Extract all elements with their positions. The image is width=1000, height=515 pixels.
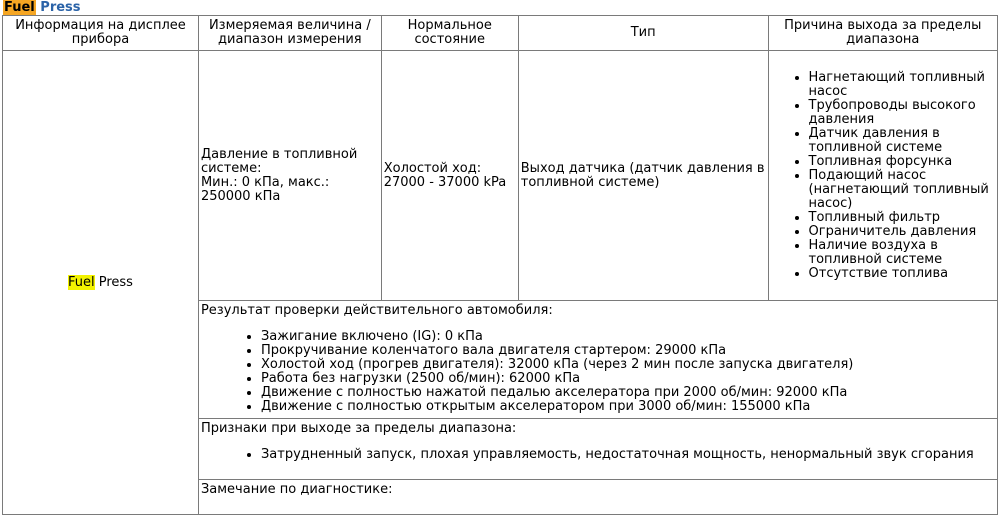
- list-item: • Топливный фильтр: [809, 211, 995, 225]
- header-measured-value: Измеряемая величина / диапазон измерения: [198, 16, 381, 51]
- data-table: [2, 15, 998, 515]
- header-display-info: Информация на дисплее прибора: [3, 16, 199, 51]
- list-item: • Ограничитель давления: [809, 225, 995, 239]
- symptoms-list: [201, 448, 995, 462]
- header-cause: Причина выхода за пределы диапазона: [768, 16, 997, 51]
- header-normal-state: Нормальное состояние: [381, 16, 518, 51]
- header-type: Тип: [518, 16, 768, 51]
- note-cell: [198, 480, 997, 515]
- symptoms-heading: Признаки при выходе за пределы диапазона:: [200, 421, 517, 436]
- list-item: • Наличие воздуха в топливной системе: [809, 239, 995, 267]
- display-name-cell: [3, 51, 199, 515]
- page-title: [3, 0, 81, 16]
- title-rest: Press: [40, 0, 81, 15]
- list-item: • Трубопроводы высокого давления: [809, 99, 995, 127]
- list-item: • Работа без нагрузки (2500 об/мин): 62000 кПа: [261, 372, 995, 386]
- list-item: • Топливная форсунка: [809, 155, 995, 169]
- list-item: • Затрудненный запуск, плохая управляемость, недостаточная мощность, ненормальный звук сгорания: [261, 448, 995, 462]
- result-list: [201, 330, 995, 414]
- list-item: • Движение с полностью открытым акселератором при 3000 об/мин: 155000 кПа: [261, 400, 995, 414]
- result-cell: [198, 301, 997, 419]
- symptoms-cell: [198, 419, 997, 480]
- list-item: • Прокручивание коленчатого вала двигателя стартером: 29000 кПа: [261, 344, 995, 358]
- note-heading: Замечание по диагностике:: [200, 482, 393, 497]
- list-item: • Холостой ход (прогрев двигателя): 32000 кПа (через 2 мин после запуска двигателя): [261, 358, 995, 372]
- normal-cell: Холостой ход: 27000 - 37000 kPa: [381, 51, 518, 301]
- list-item: • Нагнетающий топливный насос: [809, 71, 995, 99]
- type-cell: Выход датчика (датчик давления в топливной системе): [518, 51, 768, 301]
- list-item: • Движение с полностью нажатой педалью акселератора при 2000 об/мин: 92000 кПа: [261, 386, 995, 400]
- list-item: • Датчик давления в топливной системе: [809, 127, 995, 155]
- list-item: • Отсутствие топлива: [809, 267, 995, 281]
- cause-cell: [768, 51, 997, 301]
- name-rest: Press: [94, 274, 133, 290]
- name-highlight: Fuel: [67, 274, 95, 290]
- range-cell: Давление в топливной системе: Мин.: 0 кПа, макс.: 250000 кПа: [198, 51, 381, 301]
- cause-list: [771, 71, 995, 281]
- list-item: • Зажигание включено (IG): 0 кПа: [261, 330, 995, 344]
- list-item: • Подающий насос (нагнетающий топливный насос): [809, 169, 995, 211]
- table-row: [3, 51, 998, 301]
- header-row: [3, 16, 998, 51]
- title-highlight: Fuel: [4, 0, 35, 15]
- result-heading: Результат проверки действительного автомобиля:: [200, 303, 553, 318]
